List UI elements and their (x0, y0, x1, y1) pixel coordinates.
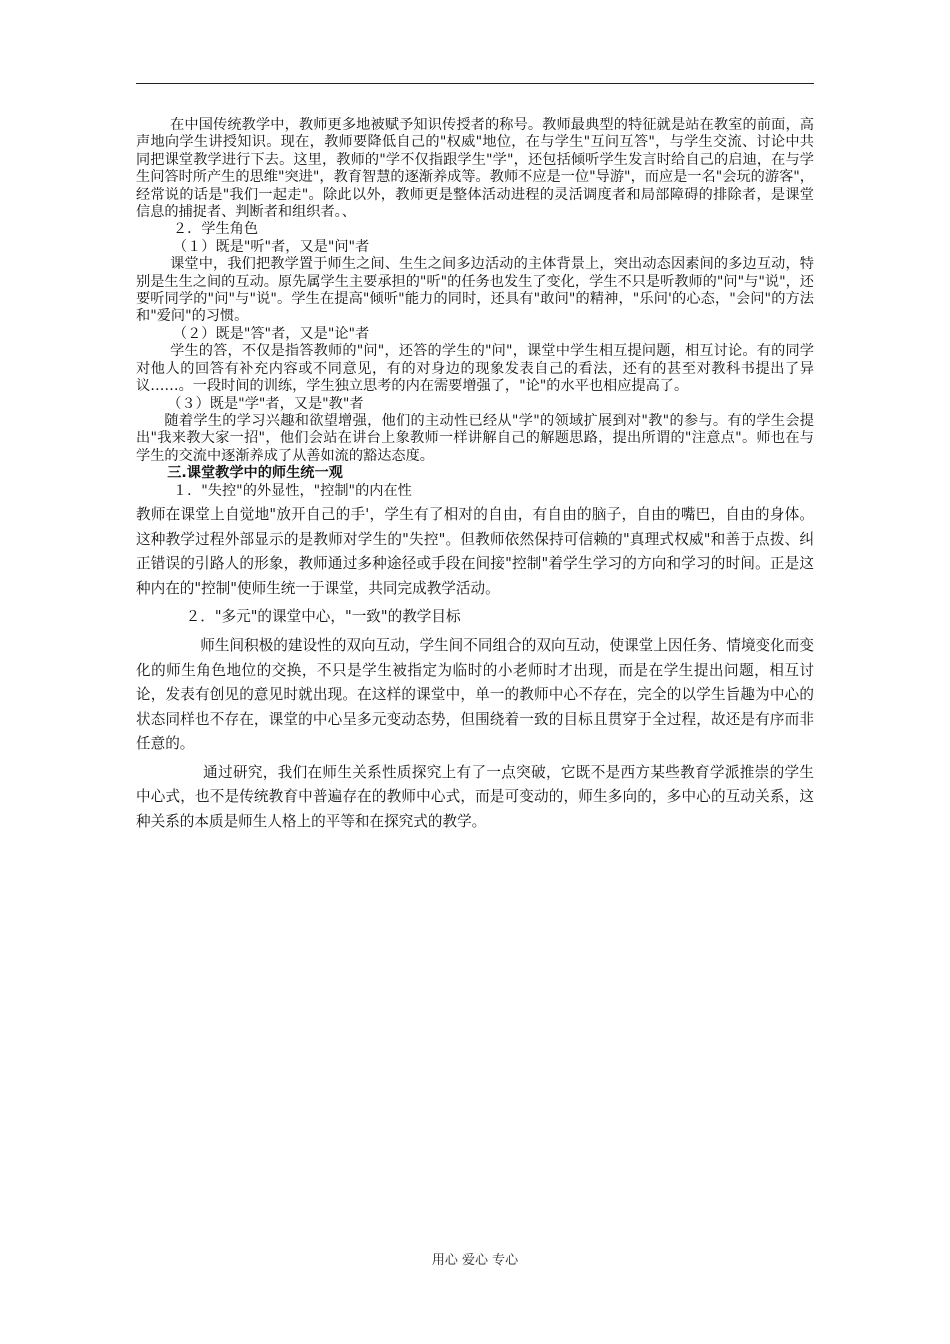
student-sub3-paragraph: 随着学生的学习兴趣和欲望增强，他们的主动性已经从"学"的领域扩展到对"教"的参与。有的学生会提出"我来教大家一招"，他们会站在讲台上象教师一样讲解自己的解题思路，提出所谓的"注意点"。师也在与学生的交流中逐渐养成了从善如流的豁达态度。 (136, 412, 814, 464)
section-three-sub2-paragraph: 师生间积极的建设性的双向互动，学生间不同组合的双向互动，使课堂上因任务、情境变化而变化的师生角色地位的交换，不只是学生被指定为临时的小老师时才出现，而是在学生提出问题，相互讨论，发表有创见的意见时就出现。在这样的课堂中，单一的教师中心不存在，完全的以学生旨趣为中心的状态同样也不存在，课堂的中心呈多元变动态势，但围绕着一致的目标且贯穿于全过程，故还是有序而非任意的。 (136, 636, 814, 753)
student-sub1-paragraph: 课堂中，我们把教学置于师生之间、生生之间多边活动的主体背景上，突出动态因素间的多边互动，特别是生生之间的互动。原先属学生主要承担的"听"的任务也发生了变化，学生不只是听教师的"问"与"说"，还要听同学的"问"与"说"。学生在提高"倾听"能力的同时，还具有"敢问"的精神，"乐问'的心态，"会问"的方法和"爱问"的习惯。 (136, 256, 814, 325)
section-three-sub2-heading: ２．"多元"的课堂中心，"一致"的教学目标 (185, 608, 461, 626)
spaced-section (136, 503, 814, 835)
header-rule (136, 83, 814, 84)
student-role-heading: ２．学生角色 (172, 221, 259, 238)
dense-section (136, 117, 814, 500)
section-three-heading: 三.课堂教学中的师生统一观 (167, 465, 343, 482)
student-sub1-heading: （１）既是"听"者，又是"问"者 (172, 238, 370, 255)
page-footer: 用心 爱心 专心 (431, 1253, 519, 1268)
conclusion-paragraph: 通过研究，我们在师生关系性质探究上有了一点突破，它既不是西方某些教育学派推崇的学生中心式，也不是传统教育中普遍存在的教师中心式，而是可变动的，师生多向的，多中心的互动关系，这种关系的本质是师生人格上的平等和在探究式的教学。 (136, 763, 814, 831)
document-body (136, 117, 814, 835)
teacher-role-paragraph: 在中国传统教学中，教师更多地被赋予知识传授者的称号。教师最典型的特征就是站在教室的前面，高声地向学生讲授知识。现在，教师要降低自己的"权威"地位，在与学生"互问互答"，与学生交流、讨论中共同把课堂教学进行下去。这里，教师的"学不仅指跟学生"学"，还包括倾听学生发言时给自己的启迪，在与学生问答时所产生的思维"突进"，教育智慧的逐渐养成等。教师不应是一位"导游"，而应是一名"会玩的游客"，经常说的话是"我们一起走"。除此以外，教师更是整体活动进程的灵活调度者和局部障碍的排除者，是课堂信息的捕捉者、判断者和组织者。、 (136, 117, 814, 221)
student-sub2-paragraph: 学生的答，不仅是指答教师的"问"，还答的学生的"问"，课堂中学生相互提问题，相互讨论。有的同学对他人的回答有补充内容或不同意见，有的对身边的现象发表自己的看法，还有的甚至对教科书提出了异议……。一段时间的训练，学生独立思考的内在需要增强了，"论"的水平也相应提高了。 (136, 343, 814, 395)
student-sub3-heading: （３）既是"学"者，又是"教"者 (167, 395, 364, 412)
section-three-sub1-heading: １．"失控"的外显性，"控制"的内在性 (172, 482, 412, 499)
section-three-sub1-paragraph: 教师在课堂上自觉地"放开自己的手'，学生有了相对的自由，有自由的脑子，自由的嘴巴，自由的身体。这种教学过程外部显示的是教师对学生的"失控"。但教师依然保持可信赖的"真理式权威"和善于点拨、纠正错误的引路人的形象，教师通过多种途径或手段在间接"控制"着学生学习的方向和学习的时间。正是这种内在的"控制"使师生统一于课堂，共同完成教学活动。 (136, 505, 814, 597)
student-sub2-heading: （２）既是"答"者，又是"论"者 (172, 325, 370, 342)
